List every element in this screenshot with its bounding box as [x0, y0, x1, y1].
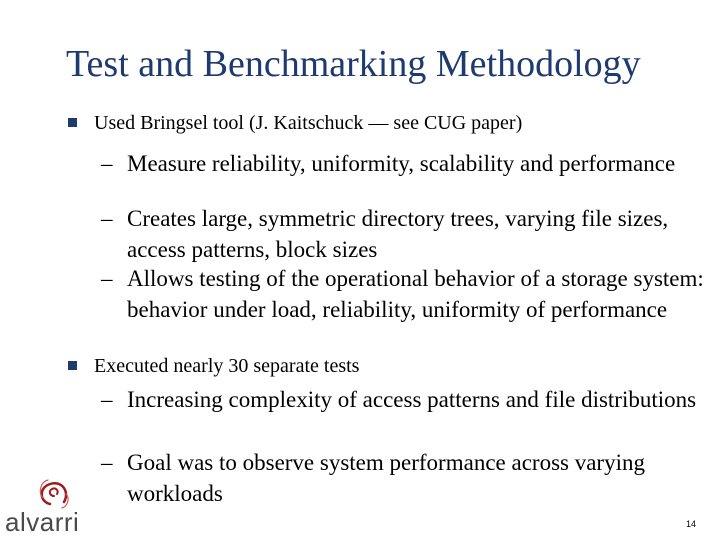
sub-bullet-text: Allows testing of the operational behavior of a storage system: behavior under load, reliability, uniformity of performance [127, 266, 704, 322]
bullet-text: Executed nearly 30 separate tests [94, 355, 360, 377]
sub-bullet-item [101, 384, 707, 415]
page-number: 14 [686, 519, 697, 529]
dash-bullet-icon: – [101, 206, 113, 231]
square-bullet-icon [68, 118, 77, 127]
sub-bullet-text: Measure reliability, uniformity, scalability and performance [127, 151, 676, 176]
bullet-text: Used Bringsel tool (J. Kaitschuck — see CUG paper) [94, 112, 523, 134]
sub-bullet-item [101, 148, 707, 179]
sub-bullet-text: Increasing complexity of access patterns and file distributions [127, 387, 697, 412]
bullet-item [68, 354, 359, 378]
sub-bullet-text: Goal was to observe system performance across varying workloads [127, 450, 645, 506]
dash-bullet-icon: – [101, 151, 113, 176]
bullet-item [68, 111, 522, 135]
dash-bullet-icon: – [101, 450, 113, 475]
logo-wordmark: alvarri [5, 507, 80, 537]
slide-title: Test and Benchmarking Methodology [66, 43, 641, 85]
dash-bullet-icon: – [101, 387, 113, 412]
dash-bullet-icon: – [101, 266, 113, 291]
sub-bullet-item [101, 447, 707, 509]
sub-bullet-item [101, 203, 707, 265]
sub-bullet-text: Creates large, symmetric directory trees, varying file sizes, access patterns, block sizes [127, 206, 669, 262]
sub-bullet-item [101, 263, 707, 325]
square-bullet-icon [68, 361, 77, 370]
